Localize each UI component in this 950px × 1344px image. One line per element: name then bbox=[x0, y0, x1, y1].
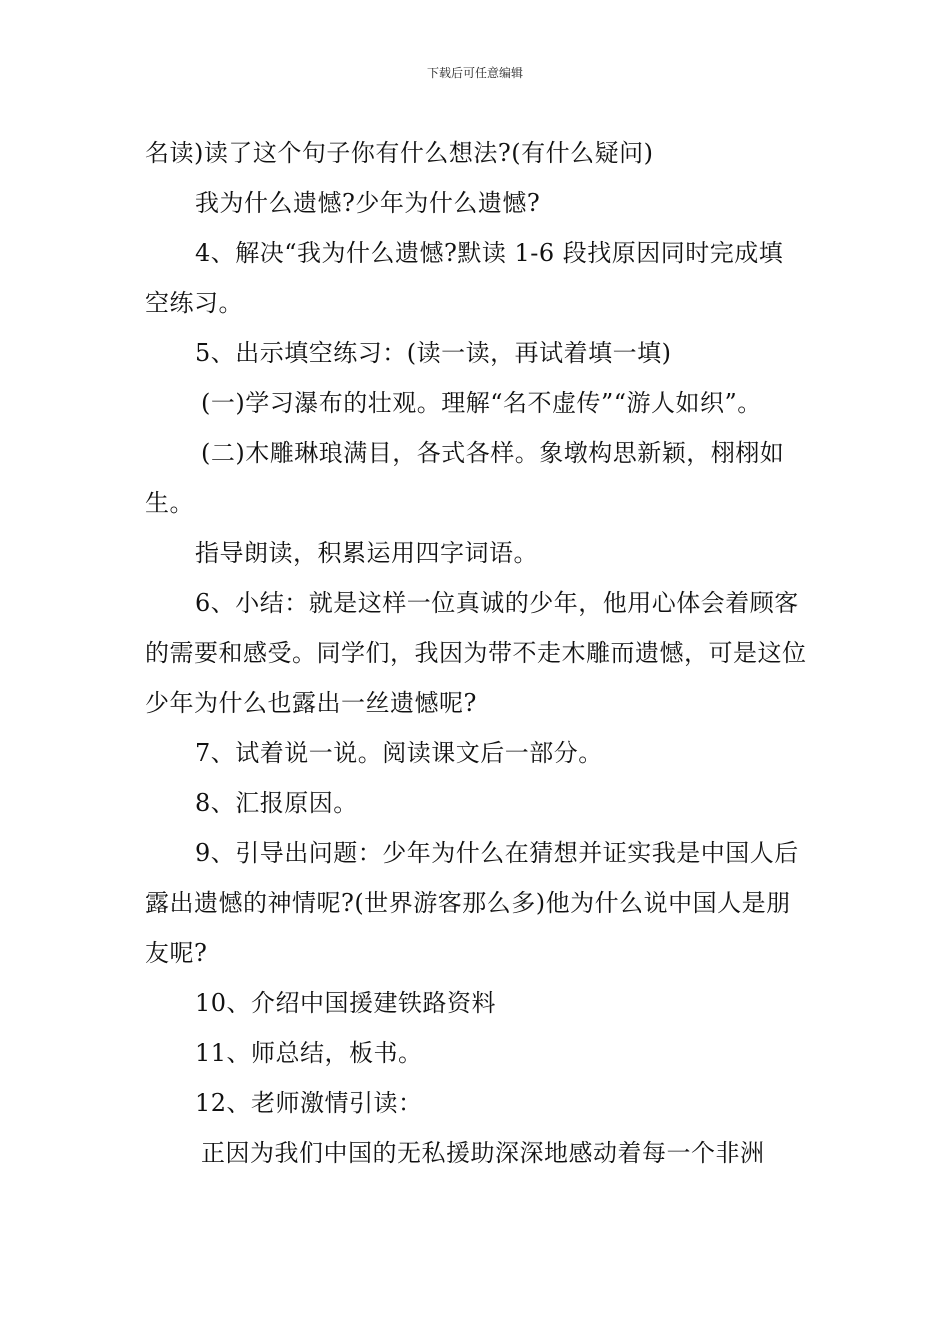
header-text: 下载后可任意编辑 bbox=[426, 66, 523, 80]
paragraph-5: (一)学习瀑布的壮观。理解“名不虚传”“游人如织”。 bbox=[201, 389, 762, 417]
paragraph-9: 7、试着说一说。阅读课文后一部分。 bbox=[195, 739, 603, 767]
paragraph-14: 12、老师激情引读： bbox=[195, 1089, 423, 1117]
paragraph-8: 6、小结：就是这样一位真诚的少年，他用心体会着顾客的需要和感受。同学们，我因为带不走木雕而遗憾，可是这位少年为什么也露出一丝遗憾呢? bbox=[145, 589, 807, 717]
paragraph-7: 指导朗读，积累运用四字词语。 bbox=[195, 539, 538, 567]
paragraph-4: 5、出示填空练习：(读一读，再试着填一填) bbox=[195, 339, 672, 367]
paragraph-12: 10、介绍中国援建铁路资料 bbox=[195, 989, 497, 1017]
paragraph-3: 4、解决“我为什么遗憾?默读 1-6 段找原因同时完成填空练习。 bbox=[145, 239, 784, 317]
paragraph-13: 11、师总结，板书。 bbox=[195, 1039, 423, 1067]
paragraph-15: 正因为我们中国的无私援助深深地感动着每一个非洲 bbox=[201, 1139, 765, 1167]
page-header bbox=[0, 64, 950, 81]
paragraph-2: 我为什么遗憾?少年为什么遗憾? bbox=[195, 189, 541, 217]
paragraph-1: 名读)读了这个句子你有什么想法?(有什么疑问) bbox=[145, 139, 654, 167]
paragraph-10: 8、汇报原因。 bbox=[195, 789, 358, 817]
paragraph-11: 9、引导出问题：少年为什么在猜想并证实我是中国人后露出遗憾的神情呢?(世界游客那么多)他为什么说中国人是朋友呢? bbox=[145, 839, 799, 967]
paragraph-6: (二)木雕琳琅满目，各式各样。象墩构思新颖，栩栩如生。 bbox=[145, 439, 785, 517]
document-body bbox=[145, 128, 807, 1178]
